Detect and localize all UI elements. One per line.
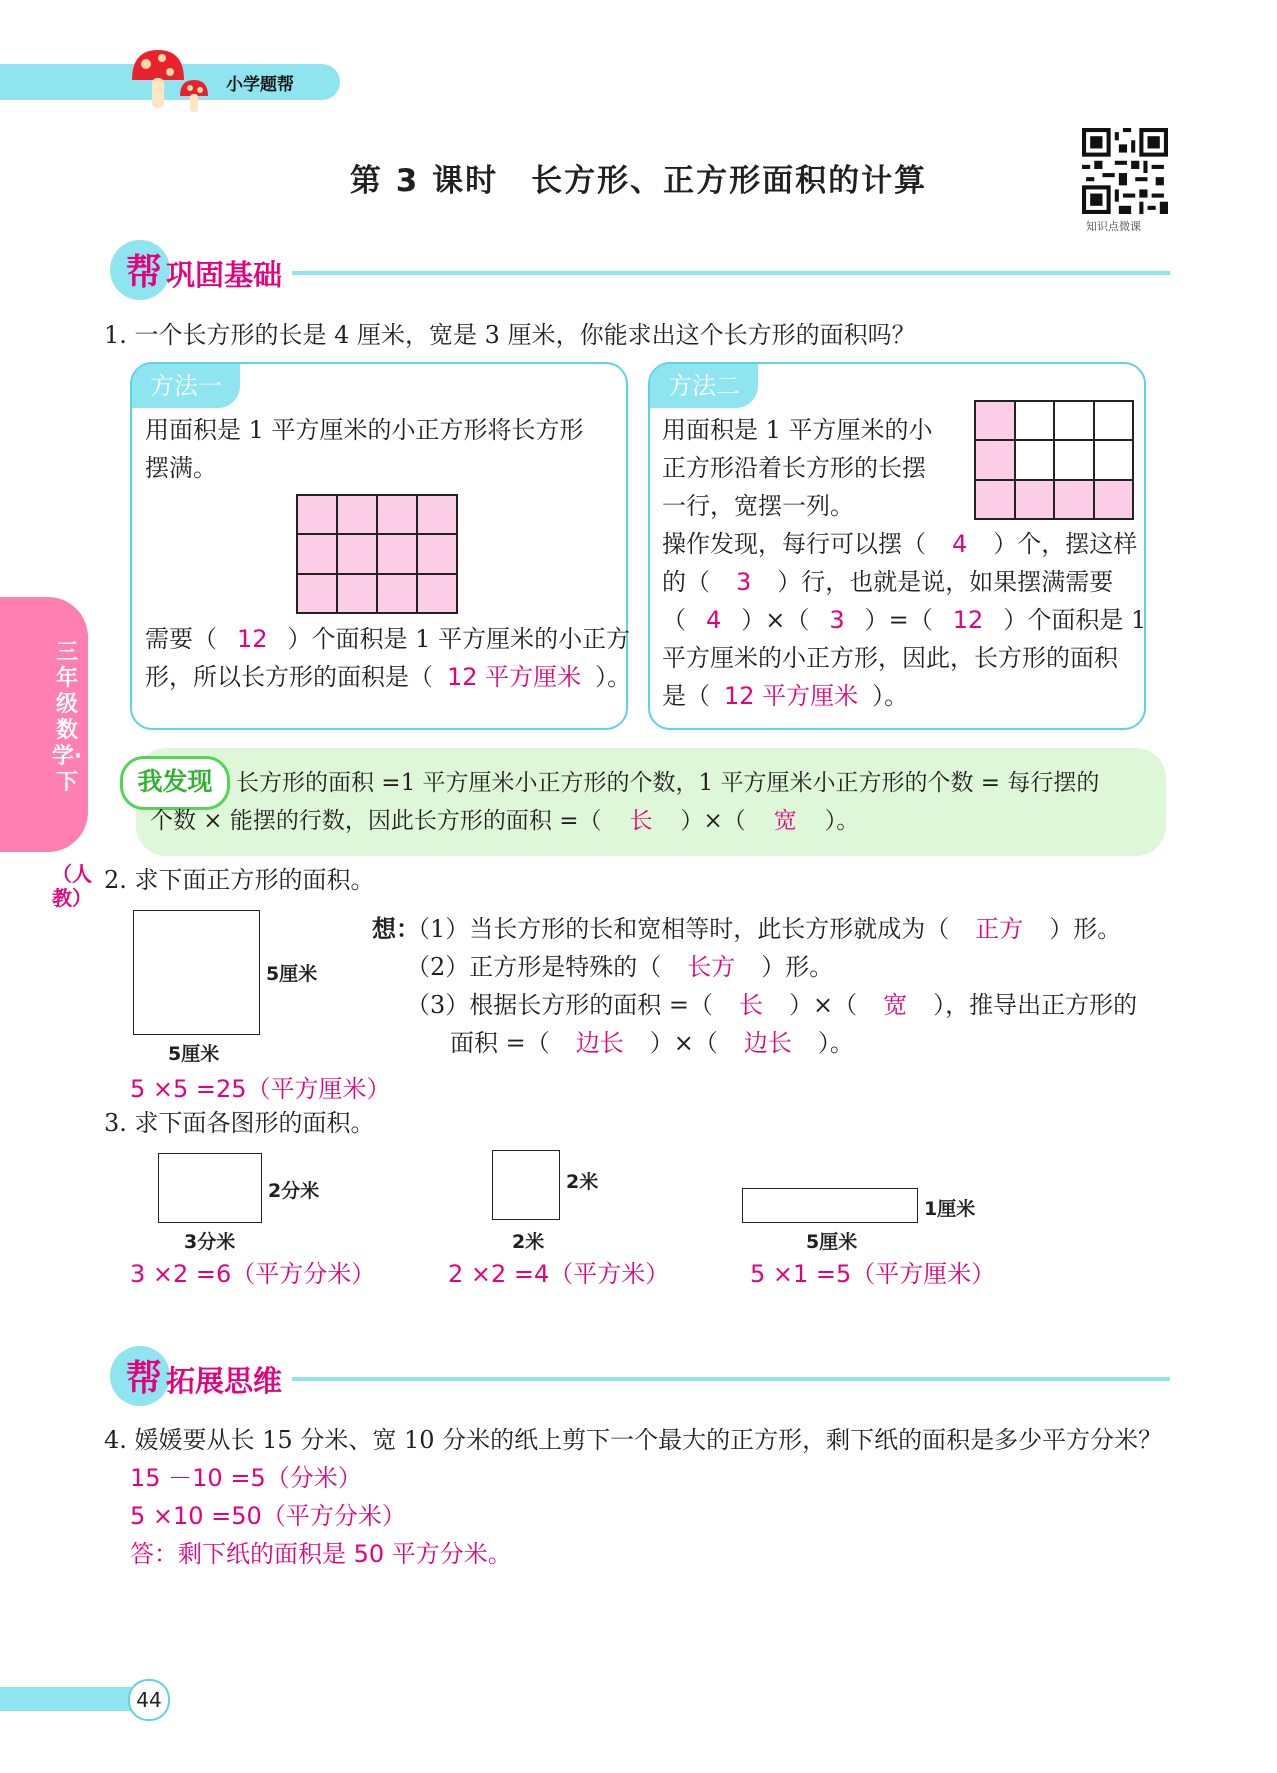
- question-3: 3. 求下面各图形的面积。: [104, 1109, 375, 1137]
- answer-blank: 3: [736, 568, 752, 596]
- side-tab-edition: （人教）: [52, 862, 92, 910]
- method-two-text: 一行，宽摆一列。: [662, 492, 854, 520]
- answer-text: 5 ×1 =5（平方厘米）: [750, 1260, 996, 1288]
- answer-blank: 12: [237, 625, 268, 653]
- dimension-label: 2米: [566, 1171, 599, 1193]
- method-two-answer-line: 是（ 12 平方厘米 ）。: [662, 682, 909, 710]
- think-line: （1）当长方形的长和宽相等时，此长方形就成为（ 正方 ）形。: [406, 915, 1122, 943]
- qr-caption: 知识点微课: [1086, 220, 1141, 233]
- mushroom-logo-icon: [126, 44, 222, 116]
- answer-blank: 3: [829, 606, 845, 634]
- answer-blank: 12 平方厘米: [447, 663, 582, 691]
- answer-blank: 边长: [743, 1029, 792, 1057]
- method-two-answer-line: 操作发现，每行可以摆（ 4 ）个，摆这样: [662, 530, 1138, 558]
- brand-name: 小学题帮: [226, 75, 294, 95]
- method-two-grid: [974, 400, 1134, 520]
- discovery-answer-line: 个数 × 能摆的行数，因此长方形的面积 =（ 长 ）×（ 宽 ）。: [150, 808, 860, 834]
- dimension-label: 5厘米: [168, 1043, 220, 1065]
- answer-text: 15 －10 =5（分米）: [130, 1464, 362, 1492]
- square-figure: [133, 910, 260, 1035]
- square-figure: [492, 1150, 560, 1220]
- dimension-label: 1厘米: [924, 1198, 976, 1220]
- footer-bar: [0, 1687, 140, 1711]
- method-one-text: 用面积是 1 平方厘米的小正方形将长方形: [145, 416, 584, 444]
- section-badge: 帮: [126, 252, 163, 293]
- side-tab-grade: 三年级数学·下: [51, 640, 83, 795]
- think-label: 想：: [372, 914, 420, 943]
- dimension-label: 5厘米: [806, 1231, 858, 1253]
- answer-blank: 长方: [687, 953, 736, 981]
- method-two-answer-line: 的（ 3 ）行，也就是说，如果摆满需要: [662, 568, 1114, 596]
- think-line: （2）正方形是特殊的（ 长方 ）形。: [406, 953, 834, 981]
- answer-text: 3 ×2 =6（平方分米）: [130, 1260, 376, 1288]
- section-divider: [292, 271, 1170, 275]
- discovery-label: 我发现: [120, 756, 230, 810]
- answer-text: 2 ×2 =4（平方米）: [448, 1260, 670, 1288]
- dimension-label: 2米: [512, 1231, 545, 1253]
- answer-blank: 正方: [975, 915, 1024, 943]
- qr-code-icon[interactable]: [1082, 128, 1168, 214]
- method-one-grid: [296, 494, 458, 614]
- dimension-label: 2分米: [268, 1180, 320, 1202]
- page-number: 44: [128, 1679, 170, 1721]
- method-one-label: 方法一: [132, 364, 240, 408]
- answer-blank: 宽: [883, 991, 908, 1019]
- section-title-basics: 巩固基础: [166, 258, 283, 292]
- answer-blank: 4: [706, 606, 722, 634]
- think-line: 面积 =（ 边长 ）×（ 边长 ）。: [450, 1029, 854, 1057]
- answer-blank: 长: [629, 808, 653, 834]
- rectangle-figure: [158, 1153, 262, 1223]
- method-one-answer-line: 需要（ 12 ）个面积是 1 平方厘米的小正方: [145, 625, 631, 653]
- dimension-label: 3分米: [184, 1231, 236, 1253]
- method-two-text: 正方形沿着长方形的长摆: [662, 454, 926, 482]
- answer-blank: 长: [739, 991, 764, 1019]
- method-one-text: 摆满。: [145, 454, 217, 482]
- answer-blank: 12: [952, 606, 984, 634]
- answer-blank: 12 平方厘米: [724, 682, 859, 710]
- think-line: （3）根据长方形的面积 =（ 长 ）×（ 宽 ），推导出正方形的: [406, 991, 1138, 1019]
- answer-blank: 边长: [575, 1029, 624, 1057]
- method-two-label: 方法二: [650, 364, 758, 408]
- question-1: 1. 一个长方形的长是 4 厘米，宽是 3 厘米，你能求出这个长方形的面积吗？: [104, 321, 916, 349]
- answer-text: 5 ×5 =25（平方厘米）: [130, 1075, 391, 1103]
- section-badge: 帮: [126, 1358, 163, 1399]
- page-title: 第 3 课时 长方形、正方形面积的计算: [349, 163, 928, 199]
- method-two-text: 平方厘米的小正方形，因此，长方形的面积: [662, 644, 1118, 672]
- dimension-label: 5厘米: [266, 963, 318, 985]
- question-4: 4. 媛媛要从长 15 分米、宽 10 分米的纸上剪下一个最大的正方形，剩下纸的面积是多少平方分米？: [104, 1426, 1163, 1454]
- section-title-extension: 拓展思维: [166, 1364, 283, 1398]
- method-one-answer-line: 形，所以长方形的面积是（ 12 平方厘米 ）。: [145, 663, 632, 691]
- method-two-text: 用面积是 1 平方厘米的小: [662, 416, 933, 444]
- question-2: 2. 求下面正方形的面积。: [104, 866, 375, 894]
- answer-blank: 4: [952, 530, 968, 558]
- discovery-text: 长方形的面积 =1 平方厘米小正方形的个数，1 平方厘米小正方形的个数 = 每行摆的: [236, 770, 1100, 796]
- answer-blank: 宽: [773, 808, 797, 834]
- answer-text: 答：剩下纸的面积是 50 平方分米。: [130, 1540, 512, 1568]
- section-divider: [292, 1377, 1170, 1381]
- rectangle-figure: [742, 1188, 918, 1223]
- answer-text: 5 ×10 =50（平方分米）: [130, 1502, 406, 1530]
- method-two-answer-line: （ 4 ）×（ 3 ）=（ 12 ）个面积是 1: [662, 606, 1147, 634]
